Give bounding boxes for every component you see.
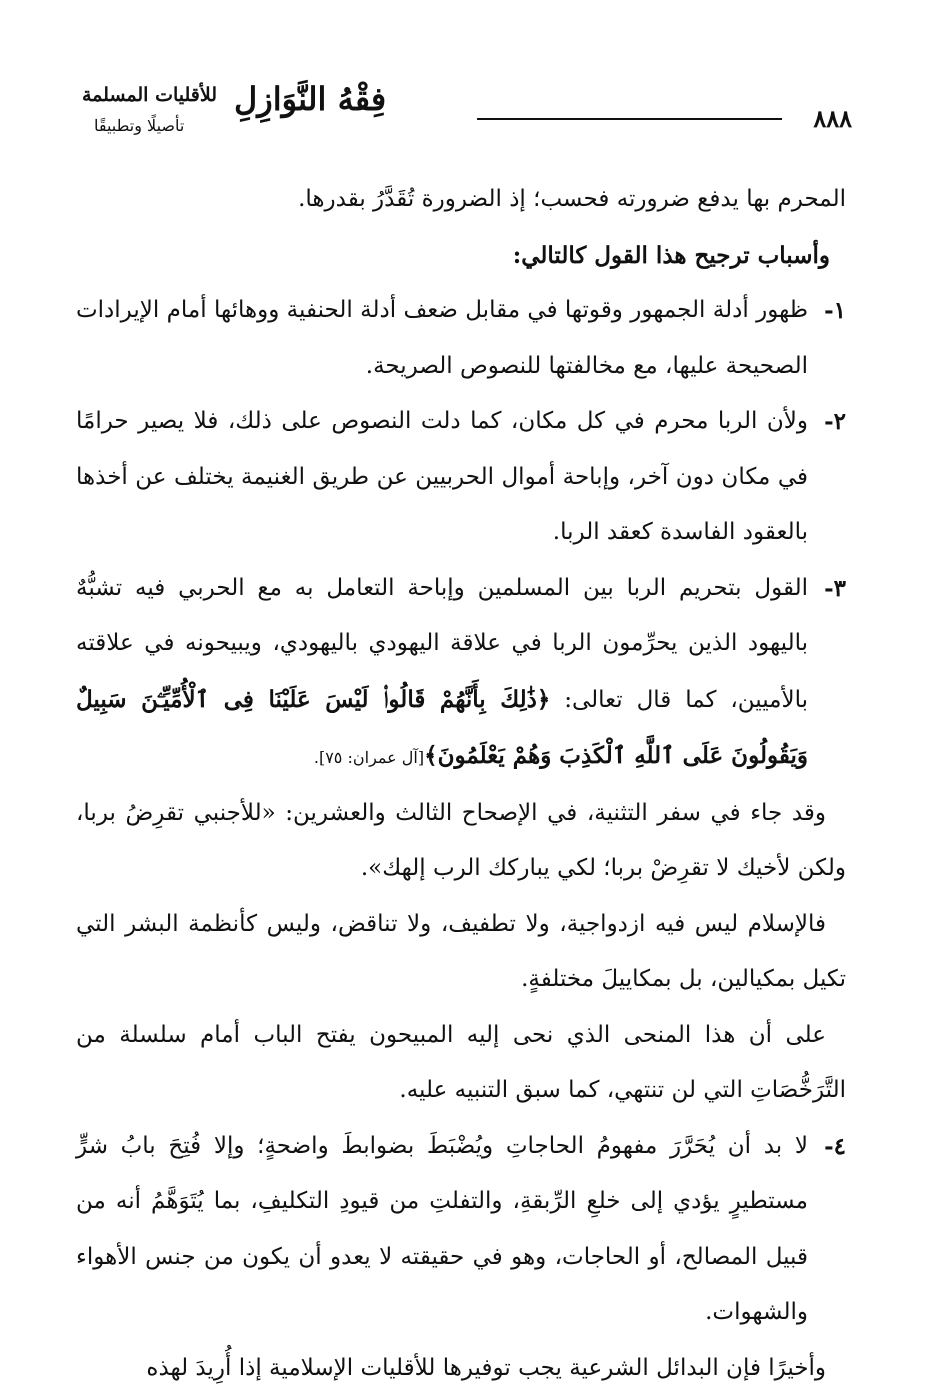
book-subtitle: تأصيلًا وتطبيقًا — [94, 116, 185, 135]
list-item-number: ٤- — [824, 1132, 846, 1160]
list-item-4 — [76, 1119, 846, 1341]
page-number: ٨٨٨ — [813, 104, 852, 133]
continuation-paragraph: المحرم بها يدفع ضرورته فحسب؛ إذ الضرورة تُقَدَّرُ بقدرها. — [298, 186, 846, 212]
list-item-text: ولأن الربا محرم في كل مكان، كما دلت النصوص على ذلك، فلا يصير حرامًا في مكان دون آخر، وإباحة أموال الحربيين عن طريق الغنيمة يختلف عن أخذها بالعقود الفاسدة كعقد الربا. — [76, 408, 808, 545]
final-paragraph: وأخيرًا فإن البدائل الشرعية يجب توفيرها للأقليات الإسلامية إذا أُرِيدَ لهذه — [146, 1354, 826, 1381]
header-rule — [477, 118, 782, 120]
list-item-text-block — [76, 561, 808, 786]
verse-reference: [آل عمران: ٧٥]. — [313, 748, 425, 767]
deuteronomy-paragraph: وقد جاء في سفر التثنية، في الإصحاح الثالث والعشرين: «للأجنبي تقرِضُ بربا، ولكن لأخيك لا تقرِضْ بربا؛ لكي يباركك الرب إلهك». — [76, 799, 846, 881]
reasons-heading: وأسباب ترجيح هذا القول كالتالي: — [512, 241, 830, 269]
list-item-text: القول بتحريم الربا بين المسلمين وإباحة التعامل به مع الحربي فيه تشبُّهٌ باليهود الذين يحرِّمون الربا في علاقة اليهودي باليهودي، ويبيحونه في علاقته بالأميين، كما قال تعالى: — [76, 574, 808, 713]
page-body — [76, 172, 846, 1396]
page-header — [82, 78, 852, 148]
quran-verse: ﴿ذَٰلِكَ بِأَنَّهُمْ قَالُوا۟ لَيْسَ عَلَيْنَا فِى ٱلْأُمِّيِّـۧنَ سَبِيلٌ وَيَقُولُونَ عَلَى ٱللَّهِ ٱلْكَذِبَ وَهُمْ يَعْلَمُونَ﴾ — [76, 685, 808, 769]
list-item-1 — [76, 283, 846, 394]
list-item-number: ٢- — [824, 408, 846, 435]
list-item-text: لا بد أن يُحَرَّرَ مفهومُ الحاجاتِ ويُضْبَطَ بضوابطَ واضحةٍ؛ وإلا فُتِحَ بابُ شرٍّ مستطيرٍ يؤدي إلى خلعِ الرِّبقةِ، والتفلتِ من قيودِ التكليفِ، بما يُتَوَهَّمُ أنه من قبيل المصالح، أو الحاجات، وهو في حقيقته لا يعدو أن يكون من جنس الأهواء والشهوات. — [76, 1132, 808, 1325]
islam-paragraph: فالإسلام ليس فيه ازدواجية، ولا تطفيف، ولا تناقض، وليس كأنظمة البشر التي تكيل بمكيالين، بل بمكاييلَ مختلفةٍ. — [76, 910, 846, 992]
permissions-paragraph: على أن هذا المنحى الذي نحى إليه المبيحون يفتح الباب أمام سلسلة من التَّرَخُّصَاتِ التي لن تنتهي، كما سبق التنبيه عليه. — [76, 1021, 846, 1103]
book-series: للأقليات المسلمة — [82, 84, 217, 106]
list-item-text: ظهور أدلة الجمهور وقوتها في مقابل ضعف أدلة الحنفية ووهائها أمام الإيرادات الصحيحة عليها، مع مخالفتها للنصوص الصريحة. — [76, 297, 808, 379]
list-item-number: ١- — [824, 297, 846, 324]
list-item-3 — [76, 561, 846, 786]
list-item-2 — [76, 394, 846, 561]
book-title: فِقْهُ النَّوَازِلِ — [234, 80, 387, 118]
list-item-number: ٣- — [824, 574, 846, 602]
